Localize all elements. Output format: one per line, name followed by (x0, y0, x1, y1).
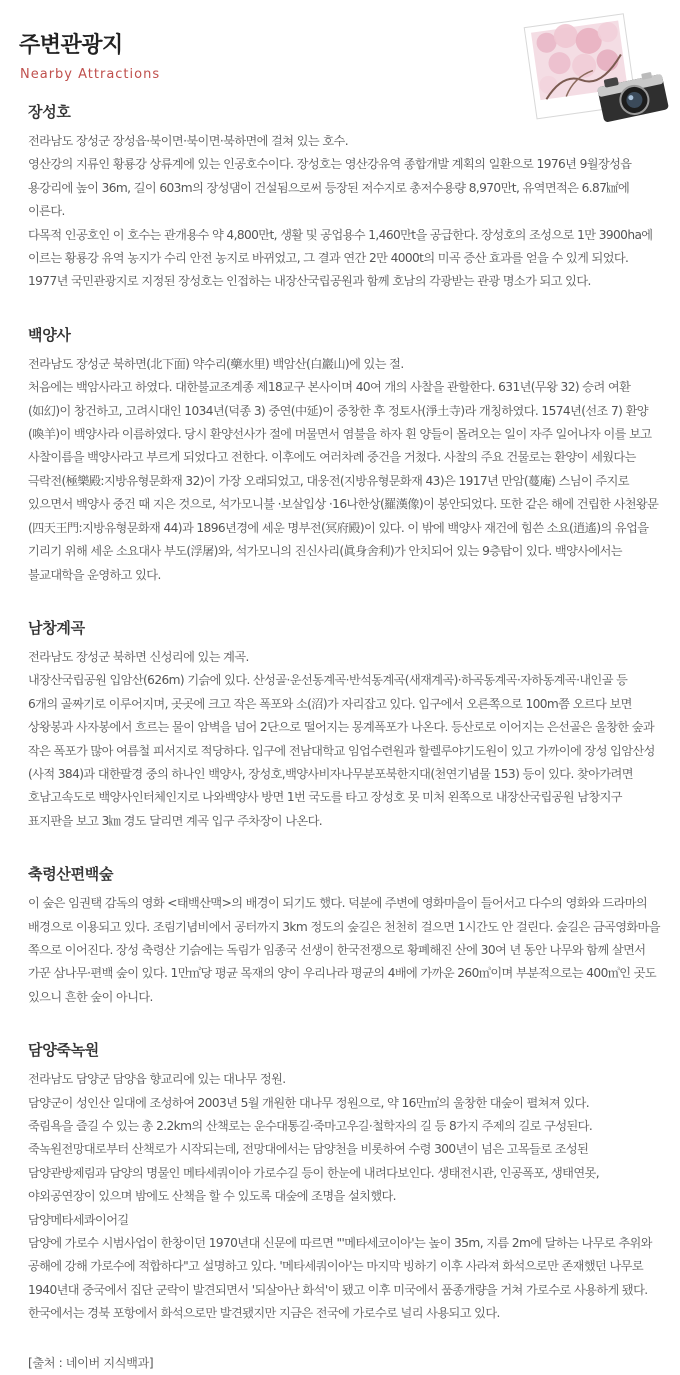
section-paragraph: 내장산국립공원 입암산(626m) 기슭에 있다. 산성골·운선동계곡·반석동계곡(새재계곡)·하곡동계곡·자하동계곡·내인골 등 6개의 골짜기로 이루어지며, 곳곳에 크고 작은 폭포와 소(沼)가 자리잡고 있다. 입구에서 오른쪽으로 100m쯤 오르다 보면 상왕봉과 사자봉에서 흐르는 물이 암벽을 넘어 2단으로 떨어지는 몽계폭포가 나온다. 등산로로 이어지는 은선골은 울창한 숲과 작은 폭포가 많아 여름철 피서지로 적당하다. 입구에 전남대학교 임업수련원과 할렐루야기도원이 있고 가까이에 장성 입암산성(사적 384)과 대한팔경 중의 하나인 백양사, 장성호,백양사비자나무분포북한지대(천연기념물 153) 등이 있다. 찾아가려면 호남고속도로 백양사인터체인지로 나와백양사 방면 1번 국도를 타고 장성호 못 미처 왼쪽으로 내장산국립공원 남창지구 표지판을 보고 3㎞ 경도 달리면 계곡 입구 주차장이 나온다. (28, 673, 655, 828)
attractions-list (28, 96, 660, 1375)
section-paragraph: 전라남도 장성군 장성읍·북이면·북이면·북하면에 걸쳐 있는 호수. (28, 134, 348, 148)
section-paragraph: 담양메타세콰이어길 (28, 1212, 129, 1227)
section-damyang-juknokwon (28, 1034, 660, 1325)
section-paragraph: 담양에 가로수 시범사업이 한창이던 1970년대 신문에 따르면 "'메타세코이아'는 높이 35m, 지름 2m에 달하는 나무로 추위와 공해에 강해 가로수에 적합하다"고 설명하고 있다. '메타세쿼이아'는 마지막 빙하기 이후 사라져 화석으로만 존재했던 나무로 1940년대 중국에서 집단 군락이 발견되면서 '되살아난 화석'이 됐고 이후 미국에서 품종개량을 거쳐 가로수로 사용하게 됐다. 한국에서는 경북 포항에서 화석으로만 발견됐지만 지금은 전국에 가로수로 널리 사용되고 있다. (28, 1236, 652, 1321)
section-paragraph: 1977년 국민관광지로 지정된 장성호는 인접하는 내장산국립공원과 함께 호남의 각광받는 관광 명소가 되고 있다. (28, 274, 591, 289)
section-paragraph: 전라남도 장성군 북하면(北下面) 약수리(藥水里) 백암산(白巖山)에 있는 절. (28, 356, 404, 371)
section-paragraph: 이 숲은 임권택 감독의 영화 <태백산맥>의 배경이 되기도 했다. 덕분에 주변에 영화마을이 들어서고 다수의 영화와 드라마의 배경으로 이용되고 있다. 조림기념비에서 공터까지 3km 정도의 숲길은 천천히 걸으면 1시간도 안 걸린다. 숲길은 금곡영화마을 쪽으로 이어진다. 장성 축령산 기슭에는 독림가 임종국 선생이 한국전쟁으로 황폐해진 산에 30여 년 동안 나무와 함께 살면서 가꾼 삼나무·편백 숲이 있다. 1만㎡당 평균 목재의 양이 우리나라 평균의 4배에 가까운 260㎥이며 부분적으로는 400㎥인 곳도 있으니 흔한 숲이 아니다. (28, 896, 660, 1004)
source-citation: [출처 : 네이버 지식백과] (28, 1355, 154, 1370)
section-paragraph: 다목적 인공호인 이 호수는 관개용수 약 4,800만t, 생활 및 공업용수 1,460만t을 공급한다. 장성호의 조성으로 1만 3900ha에 이르는 황룡강 유역 농지가 수리 안전 농지로 바뀌었고, 그 결과 연간 2만 4000t의 미곡 증산 효과를 얻을 수 있게 되었다. (28, 227, 653, 266)
section-paragraph: 전라남도 담양군 담양읍 향교리에 있는 대나무 정원. (28, 1072, 286, 1087)
section-title: 장성호 (28, 103, 71, 121)
section-paragraph: 죽녹원전망대로부터 산책로가 시작되는데, 전망대에서는 담양천을 비롯하여 수령 300년이 넘은 고목들로 조성된 담양관방제림과 담양의 명물인 메타세쿼이아 가로수길 등이 한눈에 내려다보인다. 생태전시관, 인공폭포, 생태연못, 야외공연장이 있으며 밤에도 산책을 할 수 있도록 대숲에 조명을 설치했다. (28, 1142, 599, 1204)
section-paragraph: 영산강의 지류인 황룡강 상류계에 있는 인공호수이다. 장성호는 영산강유역 종합개발 계획의 일환으로 1976년 9월장성읍 용강리에 높이 36m, 길이 603m의 장성댐이 건설됨으로써 등장된 저수지로 총저수용량 8,970만t, 유역면적은 6.87㎢에 이른다. (28, 157, 632, 219)
section-title: 백양사 (28, 325, 71, 344)
section-baekyangsa (28, 319, 660, 587)
section-title: 축령산편백숲 (28, 865, 114, 884)
section-jangseongho (28, 96, 660, 294)
section-title: 남창계곡 (28, 618, 85, 637)
page-subtitle: Nearby Attractions (20, 67, 161, 82)
section-paragraph: 담양군이 성인산 일대에 조성하여 2003년 5월 개원한 대나무 정원으로, 약 16만㎡의 울창한 대숲이 펼쳐져 있다. (28, 1095, 589, 1110)
section-paragraph: 죽림욕을 즐길 수 있는 총 2.2km의 산책로는 운수대통길·죽마고우길·철학자의 길 등 8가지 주제의 길로 구성된다. (28, 1119, 593, 1133)
section-paragraph: 전라남도 장성군 북하면 신성리에 있는 계곡. (28, 649, 249, 664)
page-title: 주변관광지 (19, 33, 123, 58)
section-namchang-valley (28, 612, 660, 833)
section-paragraph: 처음에는 백암사라고 하였다. 대한불교조계종 제18교구 본사이며 40여 개의 사찰을 관할한다. 631년(무왕 32) 승려 여환(如幻)이 창건하고, 고려시대인 1034년(덕종 3) 중연(中延)이 중창한 후 정토사(淨土寺)라 개칭하였다. 1574년(선조 7) 환양(喚羊)이 백양사라 이름하였다. 당시 환양선사가 절에 머물면서 염불을 하자 흰 양들이 몰려오는 일이 자주 일어나자 이를 보고 사찰이름을 백양사라고 부르게 되었다고 전한다. 이후에도 여러차례 중건을 거쳤다. 사찰의 주요 건물로는 환양이 세웠다는 극락전(極樂殿:지방유형문화재 32)이 가장 오래되었고, 대웅전(지방유형문화재 43)은 1917년 만암(蔓庵) 스님이 주지로 있으면서 백양사 중건 때 지은 것으로, 석가모니불 ·보살입상 ·16나한상(羅漢像)이 봉안되었다. 또한 같은 해에 건립한 사천왕문(四天王門:지방유형문화재 44)과 1896년경에 세운 명부전(冥府殿)이 있다. 이 밖에 백양사 재건에 힘쓴 소요(逍遙)의 유업을 기리기 위해 세운 소요대사 부도(浮屠)와, 석가모니의 진신사리(眞身舍利)가 안치되어 있는 9층탑이 있다. 백양사에서는 불교대학을 운영하고 있다. (28, 380, 659, 582)
section-title: 담양죽녹원 (28, 1041, 99, 1060)
section-chukryeongsan-forest (28, 858, 660, 1009)
